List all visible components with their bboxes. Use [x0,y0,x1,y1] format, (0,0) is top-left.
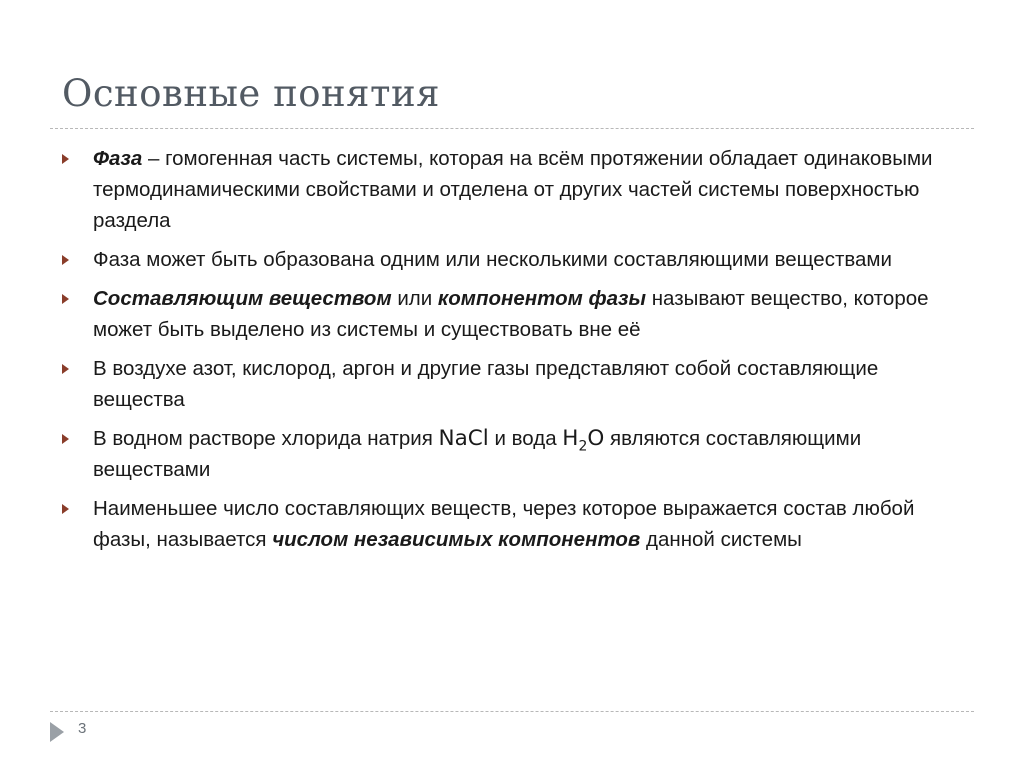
term-constituent-substance: Составляющим веществом [93,287,392,310]
formula-water [562,426,605,455]
bullet-item-solution-example [62,423,974,485]
bullet-text: Наименьшее число составляющих веществ, через которое выражается состав любой фазы, называется [93,497,915,551]
page-number: 3 [78,720,87,737]
bullet-item-phase-composition [62,244,974,275]
term-phase: Фаза [93,147,143,170]
bullet-arrow-icon [62,294,69,304]
bullet-arrow-icon [62,434,69,444]
bullet-item-independent-components [62,493,974,555]
bullet-text: называют вещество, которое может быть выделено из системы и существовать вне её [93,287,929,341]
slide-title: Основные понятия [62,72,440,115]
bullet-arrow-icon [62,154,69,164]
bullet-text: – гомогенная часть системы, которая на всём протяжении обладает одинаковыми термодинамическими свойствами и отделена от других частей системы поверхностью раздела [93,147,933,232]
bullet-arrow-icon [62,364,69,374]
bullet-text: В водном растворе хлорида натрия [93,427,439,450]
bullet-text: являются составляющими веществами [93,427,862,481]
bullet-list [62,143,974,563]
bullet-arrow-icon [62,504,69,514]
formula-water-end: O [587,426,605,451]
bullet-text: и вода [488,427,563,450]
bullet-text: Фаза может быть образована одним или несколькими составляющими веществами [93,248,892,271]
formula-water-subscript: 2 [578,438,588,455]
bullet-text-connector: или [391,287,438,310]
formula-water-base: H [562,426,579,451]
bullet-arrow-icon [62,255,69,265]
formula-nacl: NaCl [438,426,489,451]
bullet-item-air-example [62,353,974,415]
title-divider [50,128,974,129]
bullet-item-component-definition [62,283,974,345]
term-phase-component: компонентом фазы [437,287,647,310]
bullet-text: В воздухе азот, кислород, аргон и другие газы представляют собой составляющие вещества [93,357,879,411]
footer-divider [50,711,974,712]
term-independent-components: числом независимых компонентов [272,528,641,551]
footer-arrow-icon [50,722,64,742]
bullet-text: данной системы [640,528,802,551]
bullet-item-phase-definition [62,143,974,236]
